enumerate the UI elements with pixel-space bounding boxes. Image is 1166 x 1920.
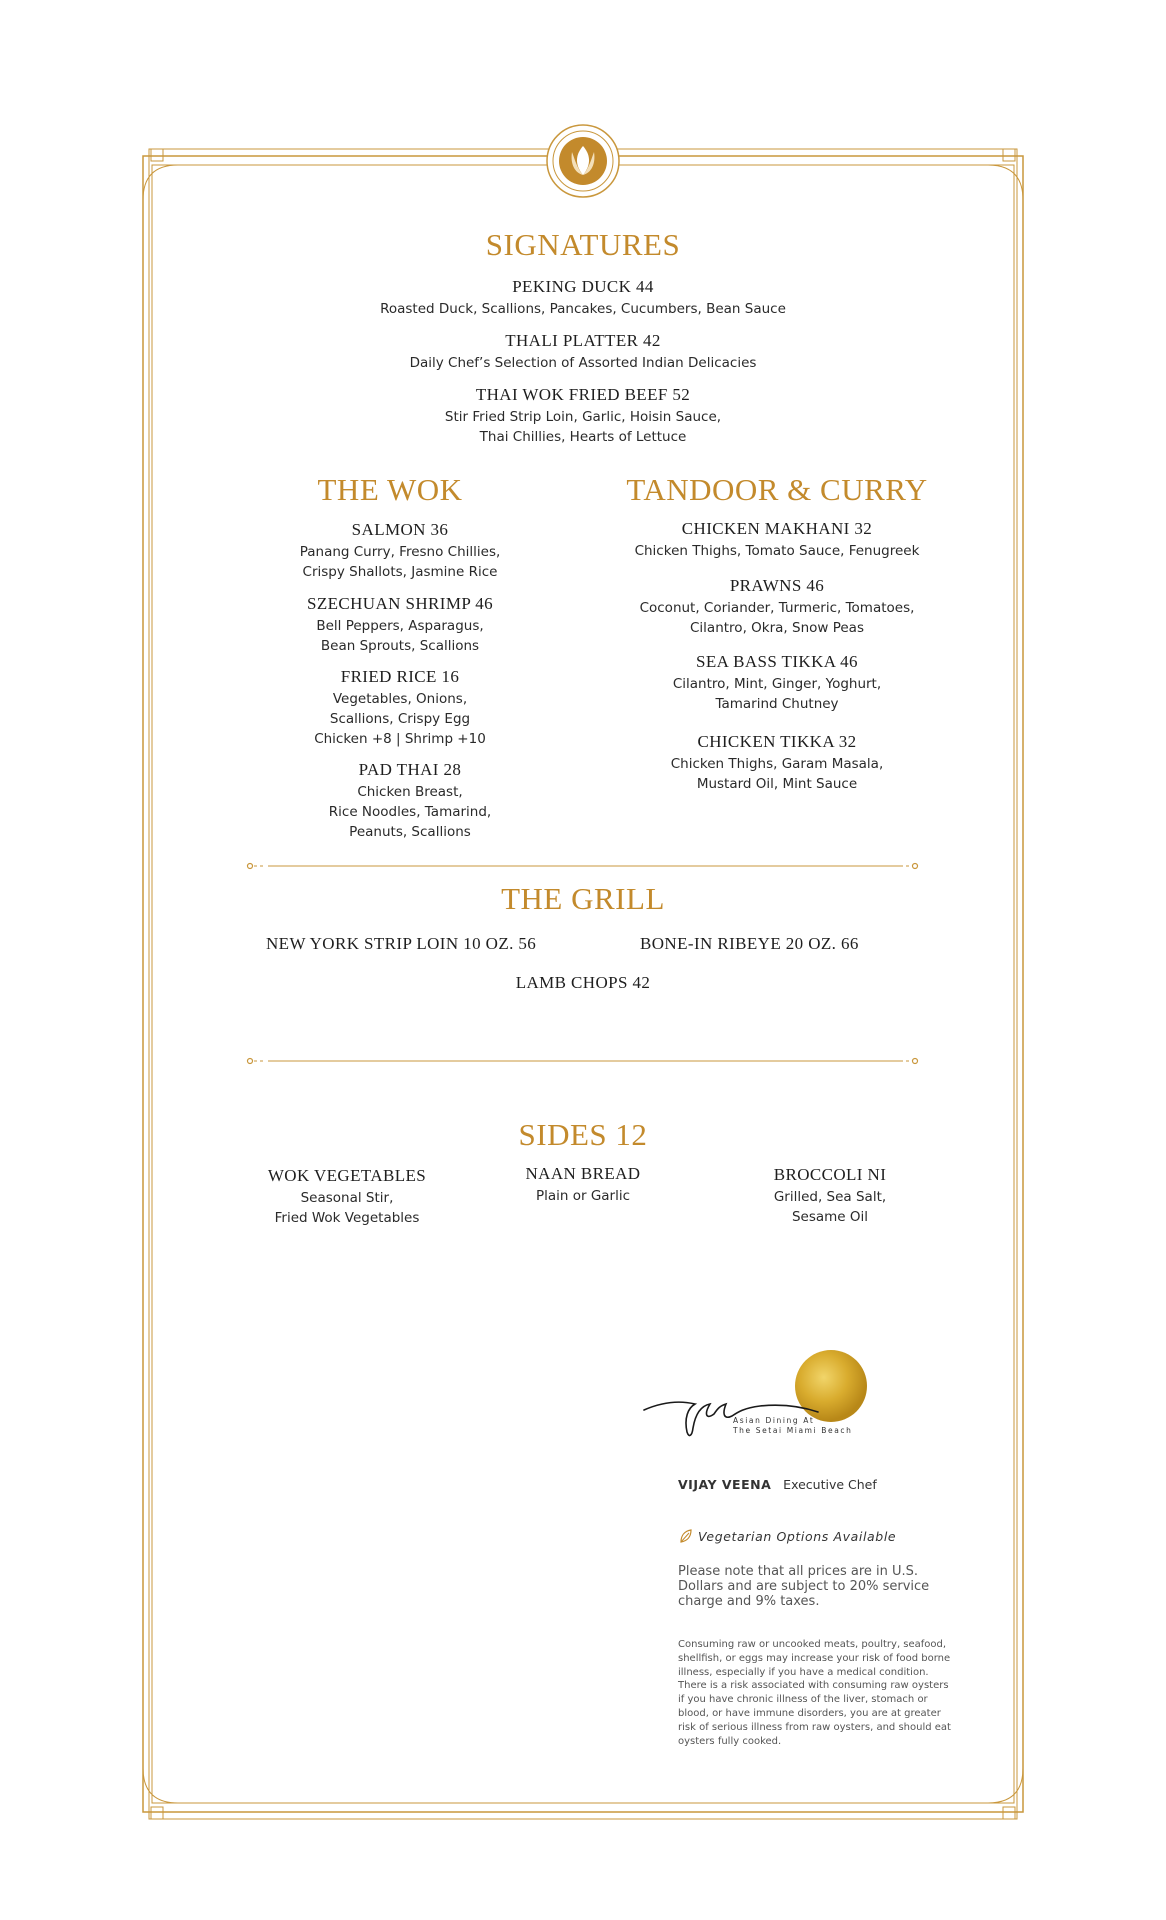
- chef-credit: [678, 1477, 877, 1492]
- logo-tagline: Asian Dining At The Setai Miami Beach: [733, 1416, 853, 1435]
- side-item: [237, 1166, 457, 1228]
- item-description: Vegetables, Onions, Scallions, Crispy Egg Chicken +8 | Shrimp +10: [314, 691, 486, 747]
- item-description: Daily Chef’s Selection of Assorted Indian Delicacies: [409, 355, 757, 371]
- item-name: PRAWNS 46: [729, 576, 825, 595]
- item-name: BROCCOLI NI: [773, 1165, 887, 1184]
- item-name: FRIED RICE 16: [340, 667, 460, 686]
- item-description: Chicken Breast, Rice Noodles, Tamarind, Peanuts, Scallions: [328, 784, 492, 840]
- tandoor-item: [597, 519, 957, 561]
- tandoor-item: [597, 576, 957, 638]
- item-name: THALI PLATTER 42: [505, 331, 661, 350]
- item-description: Cilantro, Mint, Ginger, Yoghurt, Tamarind Chutney: [672, 676, 882, 712]
- wok-title: THE WOK: [317, 472, 463, 507]
- item-description: Seasonal Stir, Fried Wok Vegetables: [274, 1190, 420, 1226]
- grill-title: THE GRILL: [501, 881, 665, 916]
- tandoor-item: [597, 732, 957, 794]
- signatures-title: SIGNATURES: [485, 227, 681, 262]
- side-item: [473, 1164, 693, 1206]
- item-description: Panang Curry, Fresno Chillies, Crispy Shallots, Jasmine Rice: [299, 544, 501, 580]
- item-name: NAAN BREAD: [525, 1164, 641, 1183]
- signature-item: [283, 277, 883, 319]
- item-name: PEKING DUCK 44: [512, 277, 654, 296]
- grill-item: LAMB CHOPS 42: [515, 973, 651, 992]
- item-name: PAD THAI 28: [358, 760, 462, 779]
- grill-item: NEW YORK STRIP LOIN 10 OZ. 56: [266, 934, 537, 953]
- item-name: SALMON 36: [351, 520, 449, 539]
- chef-title: Executive Chef: [783, 1477, 877, 1492]
- leaf-icon: [678, 1528, 694, 1544]
- item-name: CHICKEN MAKHANI 32: [681, 519, 873, 538]
- vegetarian-note-text: Vegetarian Options Available: [698, 1529, 897, 1544]
- signature-item: [283, 385, 883, 447]
- item-description: Stir Fried Strip Loin, Garlic, Hoisin Sauce, Thai Chillies, Hearts of Lettuce: [444, 409, 722, 445]
- item-description: Chicken Thighs, Garam Masala, Mustard Oil, Mint Sauce: [670, 756, 884, 792]
- wok-item: [250, 520, 550, 582]
- item-description: Chicken Thighs, Tomato Sauce, Fenugreek: [634, 543, 920, 559]
- side-item: [720, 1165, 940, 1227]
- item-name: THAI WOK FRIED BEEF 52: [475, 385, 691, 404]
- tandoor-title: TANDOOR & CURRY: [626, 472, 928, 507]
- item-description: Grilled, Sea Salt, Sesame Oil: [773, 1189, 887, 1225]
- wok-item: [250, 594, 550, 656]
- item-description: Roasted Duck, Scallions, Pancakes, Cucumbers, Bean Sauce: [380, 301, 786, 317]
- grill-item: BONE-IN RIBEYE 20 OZ. 66: [640, 934, 859, 953]
- price-note: Please note that all prices are in U.S. Dollars and are subject to 20% service charge and 9% taxes.: [678, 1564, 930, 1609]
- item-name: SZECHUAN SHRIMP 46: [306, 594, 494, 613]
- signature-item: [283, 331, 883, 373]
- sides-title: SIDES 12: [518, 1117, 648, 1152]
- chef-name: VIJAY VEENA: [678, 1477, 772, 1492]
- item-description: Plain or Garlic: [535, 1188, 631, 1204]
- wok-item: [260, 760, 560, 842]
- item-name: SEA BASS TIKKA 46: [696, 652, 858, 671]
- wok-item: [250, 667, 550, 749]
- vegetarian-note: [678, 1528, 896, 1546]
- tandoor-item: [597, 652, 957, 714]
- item-name: WOK VEGETABLES: [267, 1166, 427, 1185]
- food-safety-disclaimer: Consuming raw or uncooked meats, poultry, seafood, shellfish, or eggs may increase your risk of food borne illness, especially if you have a medical condition. There is a risk associated with consuming raw oysters if you have chronic illness of the liver, stomach or blood, or have immune disorders, you are at greater risk of serious illness from raw oysters, and should eat oysters fully cooked.: [678, 1639, 951, 1747]
- item-name: CHICKEN TIKKA 32: [697, 732, 857, 751]
- item-description: Bell Peppers, Asparagus, Bean Sprouts, Scallions: [316, 618, 484, 654]
- item-description: Coconut, Coriander, Turmeric, Tomatoes, Cilantro, Okra, Snow Peas: [639, 600, 915, 636]
